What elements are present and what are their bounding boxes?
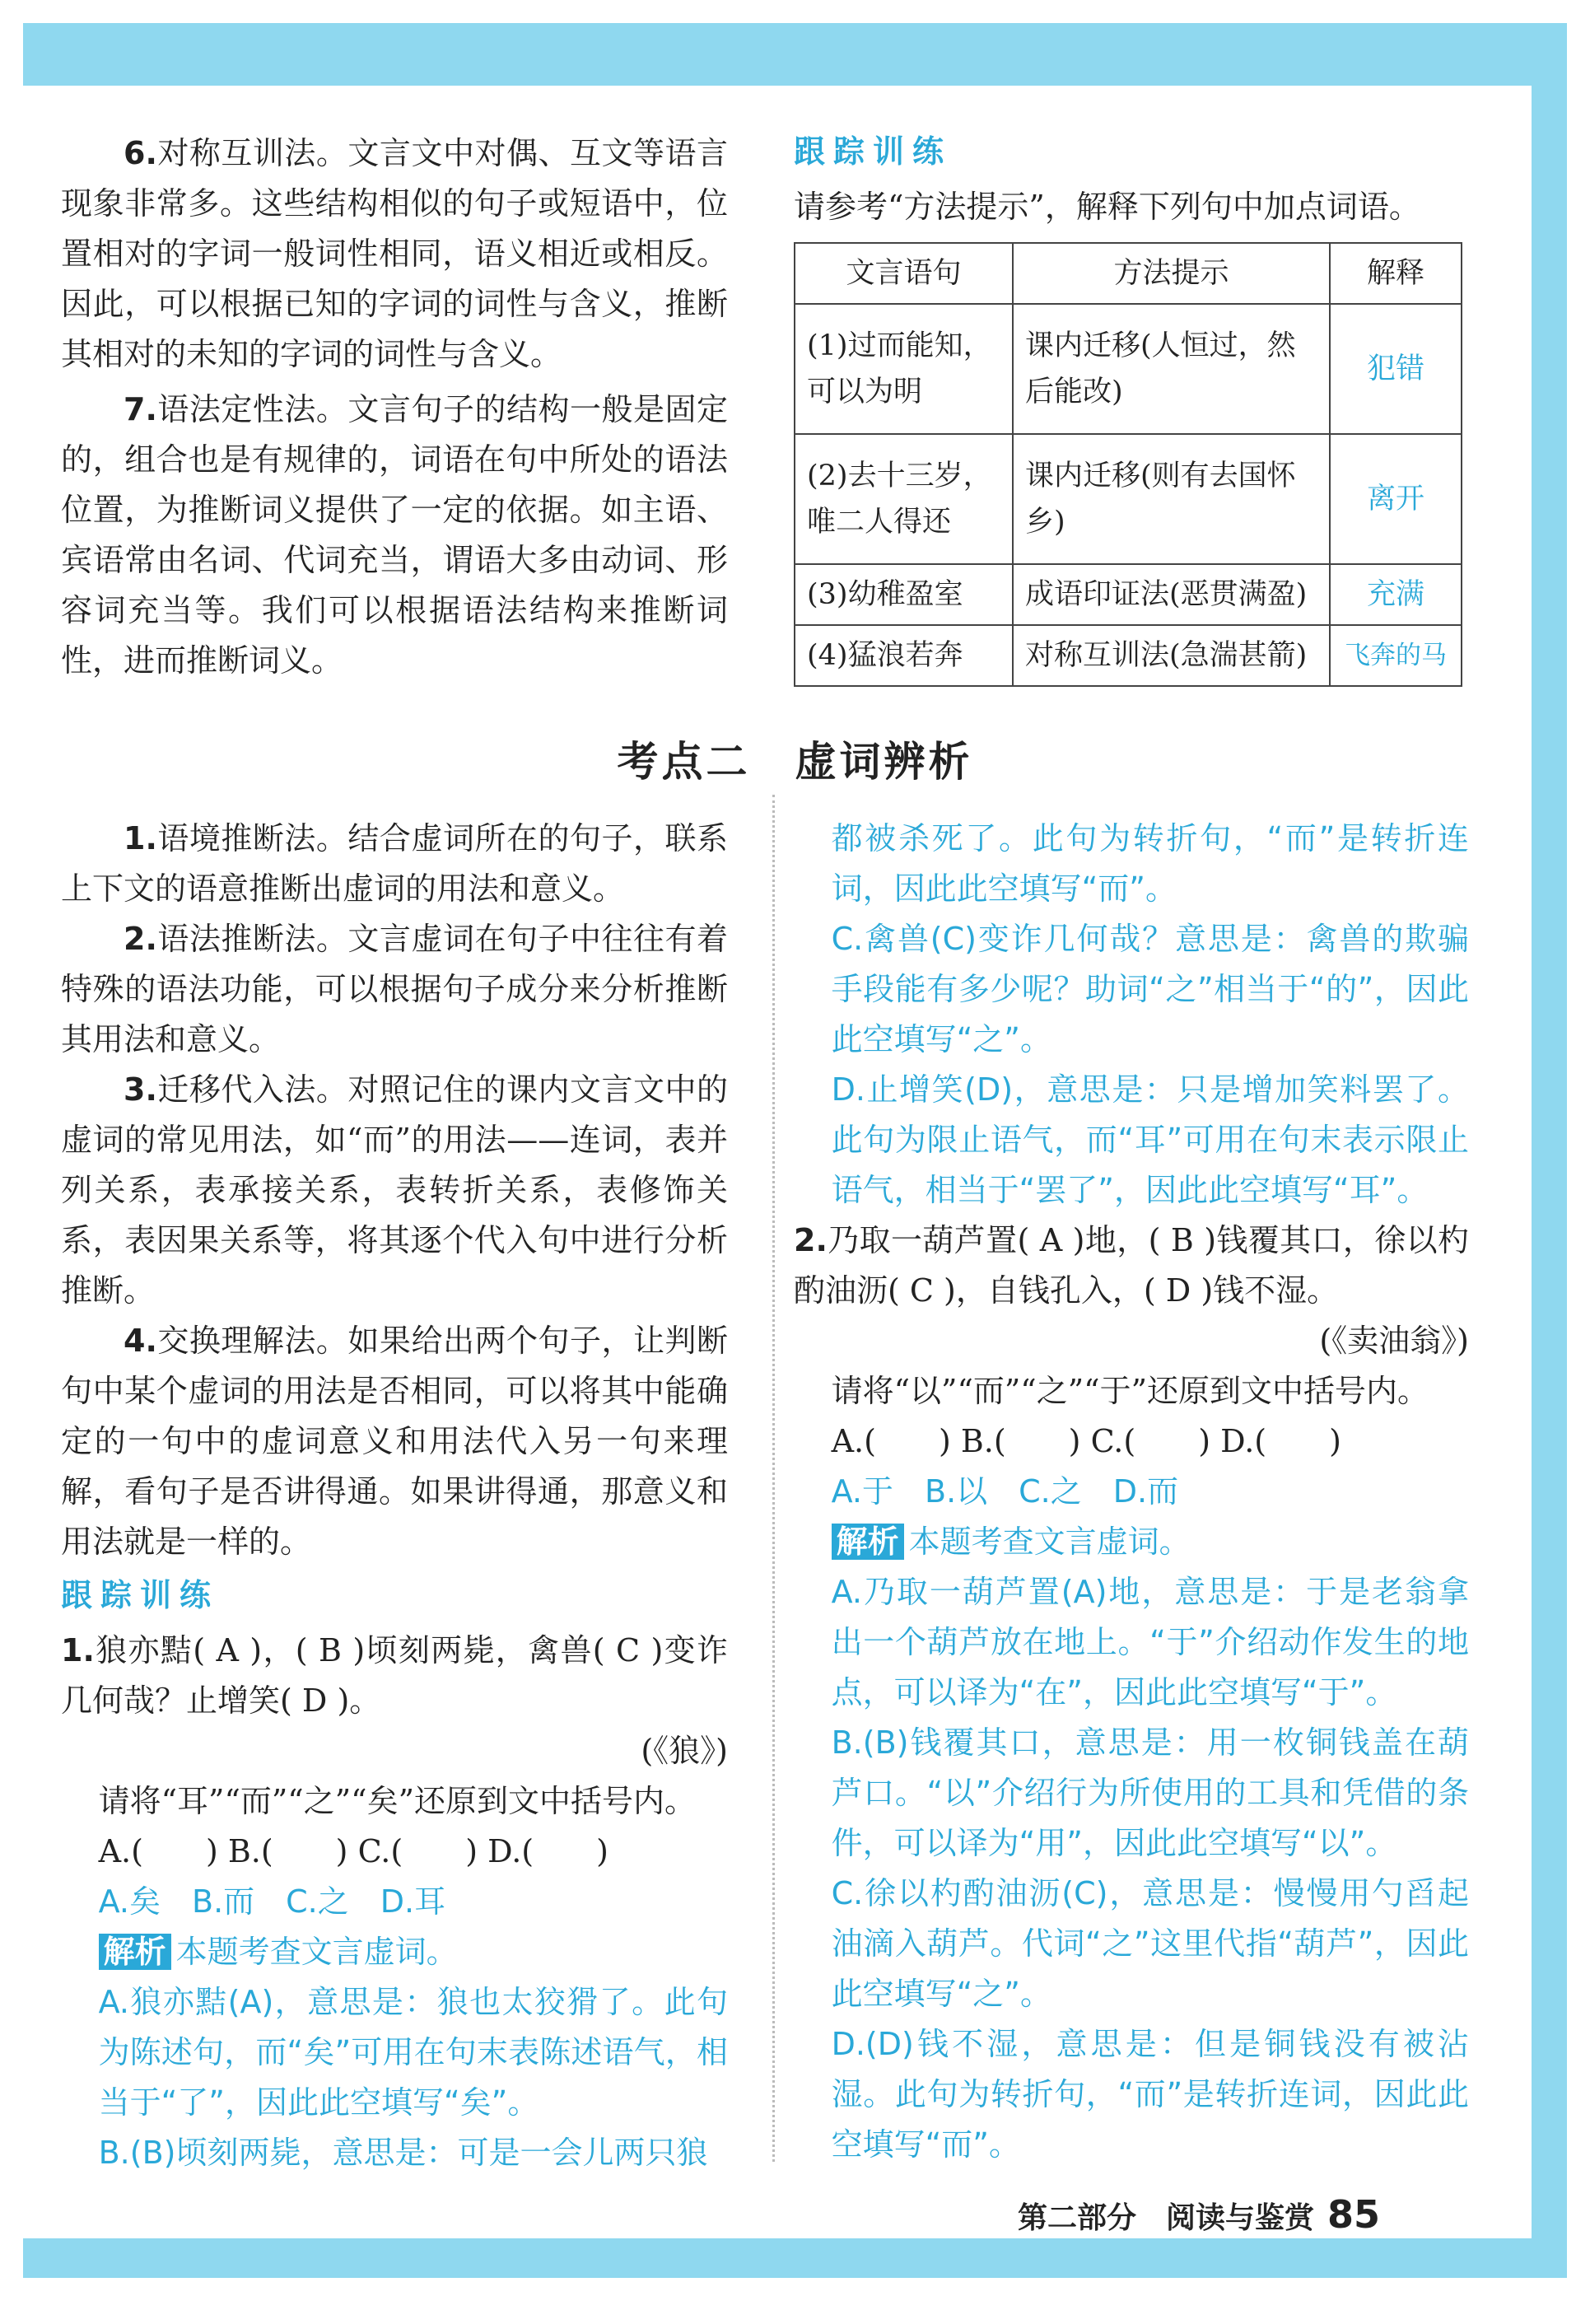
question-2-analysis-d: D.(D)钱不湿，意思是：但是铜钱没有被沾湿。此句为转折句，“而”是转折连词，因此此空填写“而”。	[831, 2026, 1469, 2163]
track-training-label: 跟踪训练	[61, 1577, 220, 1613]
right-color-band	[1532, 23, 1567, 2275]
question-2-source: (《卖油翁》)	[1319, 1323, 1469, 1359]
analysis-tag: 解析	[99, 1934, 171, 1970]
bottom-color-band	[23, 2238, 1567, 2278]
question-1-answer: A.矣 B.而 C.之 D.耳	[98, 1883, 446, 1920]
table-header-row	[795, 243, 1462, 304]
question-1-analysis-a: A.狼亦黠(A)，意思是：狼也太狡猾了。此句为陈述句，而“矣”可用在句末表陈述语气，相当于“了”，因此此空填写“矣”。	[98, 1984, 728, 2121]
method-6: 6.对称互训法。文言文中对偶、互文等语言现象非常多。这些结构相似的句子或短语中，位置相对的字词一般词性相同，语义相近或相反。因此，可以根据已知的字词的词性与含义，推断其相对的未知的字词的词性与含义。	[61, 135, 728, 372]
table-answer: 犯错	[1330, 304, 1462, 434]
section-title: 考点二 虚词辨析	[617, 738, 973, 786]
question-1-options: A.( ) B.( ) C.( ) D.( )	[98, 1833, 608, 1869]
function-method-1: 1.语境推断法。结合虚词所在的句子，联系上下文的语意推断出虚词的用法和意义。	[61, 820, 728, 907]
right-top-column	[794, 124, 1469, 687]
question-1-analysis: 解析 本题考查文言虚词。	[61, 1927, 728, 1977]
table-cell: 成语印证法(恶贯满盈)	[1013, 564, 1330, 625]
table-cell: 课内迁移(人恒过，然后能改)	[1013, 304, 1330, 434]
question-2: 2.乃取一葫芦置( A )地，( B )钱覆其口，徐以杓酌油沥( C )，自钱孔入，( D )钱不湿。	[794, 1222, 1469, 1309]
question-1-analysis-d: D.止增笑(D)，意思是：只是增加笑料罢了。此句为限止语气，而“耳”可用在句末表示限止语气，相当于“罢了”，因此此空填写“耳”。	[831, 1071, 1469, 1208]
question-2-analysis-a: A.乃取一葫芦置(A)地，意思是：于是老翁拿出一个葫芦放在地上。“于”介绍动作发生的地点，可以译为“在”，因此此空填写“于”。	[831, 1574, 1469, 1710]
question-2-analysis: 解析 本题考查文言虚词。	[794, 1517, 1469, 1567]
question-2-answer: A.于 B.以 C.之 D.而	[831, 1473, 1179, 1510]
table-row	[795, 625, 1462, 686]
question-2-options: A.( ) B.( ) C.( ) D.( )	[831, 1423, 1341, 1459]
function-method-4: 4.交换理解法。如果给出两个句子，让判断句中某个虚词的用法是否相同，可以将其中能确定的一句中的虚词意义和用法代入另一句来理解，看句子是否讲得通。如果讲得通，那意义和用法就是一样的。	[61, 1323, 728, 1560]
table-instruction: 请参考“方法提示”，解释下列句中加点词语。	[794, 189, 1420, 225]
track-training-label: 跟踪训练	[794, 133, 953, 170]
table-cell: (4)猛浪若奔	[795, 625, 1013, 686]
table-header: 方法提示	[1013, 243, 1330, 304]
page-number: 85	[1327, 2192, 1381, 2237]
question-2-prompt: 请将“以”“而”“之”“于”还原到文中括号内。	[831, 1373, 1429, 1409]
page-footer	[1018, 2192, 1380, 2237]
table-answer: 飞奔的马	[1330, 625, 1462, 686]
question-2-analysis-b: B.(B)钱覆其口，意思是：用一枚铜钱盖在葫芦口。“以”介绍行为所使用的工具和凭借的条件，可以译为“用”，因此此空填写“以”。	[831, 1724, 1469, 1861]
question-1-analysis-b: B.(B)顷刻两毙，意思是：可是一会儿两只狼	[98, 2135, 708, 2171]
method-table	[794, 242, 1462, 687]
table-row	[795, 564, 1462, 625]
table-cell: 课内迁移(则有去国怀乡)	[1013, 434, 1330, 564]
question-1: 1.狼亦黠( A )，( B )顷刻两毙，禽兽( C )变诈几何哉？止增笑( D )。	[61, 1632, 728, 1719]
table-answer: 充满	[1330, 564, 1462, 625]
table-row	[795, 434, 1462, 564]
left-top-column	[61, 128, 728, 686]
question-1-analysis-c: C.禽兽(C)变诈几何哉？意思是：禽兽的欺骗手段能有多少呢？助词“之”相当于“的”，因此此空填写“之”。	[831, 921, 1469, 1057]
question-1-source: (《狼》)	[641, 1733, 728, 1769]
top-color-band	[23, 23, 1567, 86]
left-bottom-column	[61, 814, 728, 2178]
method-7: 7.语法定性法。文言句子的结构一般是固定的，组合也是有规律的，词语在句中所处的语法位置，为推断词义提供了一定的依据。如主语、宾语常由名词、代词充当，谓语大多由动词、形容词充当等。我们可以根据语法结构来推断词性，进而推断词义。	[61, 391, 728, 679]
right-bottom-column	[794, 814, 1469, 2170]
question-1-prompt: 请将“耳”“而”“之”“矣”还原到文中括号内。	[98, 1783, 697, 1819]
table-cell: (3)幼稚盈室	[795, 564, 1013, 625]
table-cell: 对称互训法(急湍甚箭)	[1013, 625, 1330, 686]
table-cell: (1)过而能知，可以为明	[795, 304, 1013, 434]
table-header: 文言语句	[795, 243, 1013, 304]
function-method-2: 2.语法推断法。文言虚词在句子中往往有着特殊的语法功能，可以根据句子成分来分析推断其用法和意义。	[61, 921, 728, 1057]
column-divider	[772, 795, 775, 2162]
table-header: 解释	[1330, 243, 1462, 304]
question-2-analysis-c: C.徐以杓酌油沥(C)，意思是：慢慢用勺舀起油滴入葫芦。代词“之”这里代指“葫芦”，因此此空填写“之”。	[831, 1875, 1469, 2012]
function-method-3: 3.迁移代入法。对照记住的课内文言文中的虚词的常见用法，如“而”的用法——连词，表并列关系，表承接关系，表转折关系，表修饰关系，表因果关系等，将其逐个代入句中进行分析推断。	[61, 1071, 728, 1309]
footer-part-label: 第二部分 阅读与鉴赏	[1018, 2201, 1315, 2235]
analysis-tag: 解析	[832, 1524, 904, 1560]
table-row	[795, 304, 1462, 434]
table-answer: 离开	[1330, 434, 1462, 564]
table-cell: (2)去十三岁，唯二人得还	[795, 434, 1013, 564]
question-1-analysis-b-cont: 都被杀死了。此句为转折句，“而”是转折连词，因此此空填写“而”。	[831, 820, 1469, 907]
